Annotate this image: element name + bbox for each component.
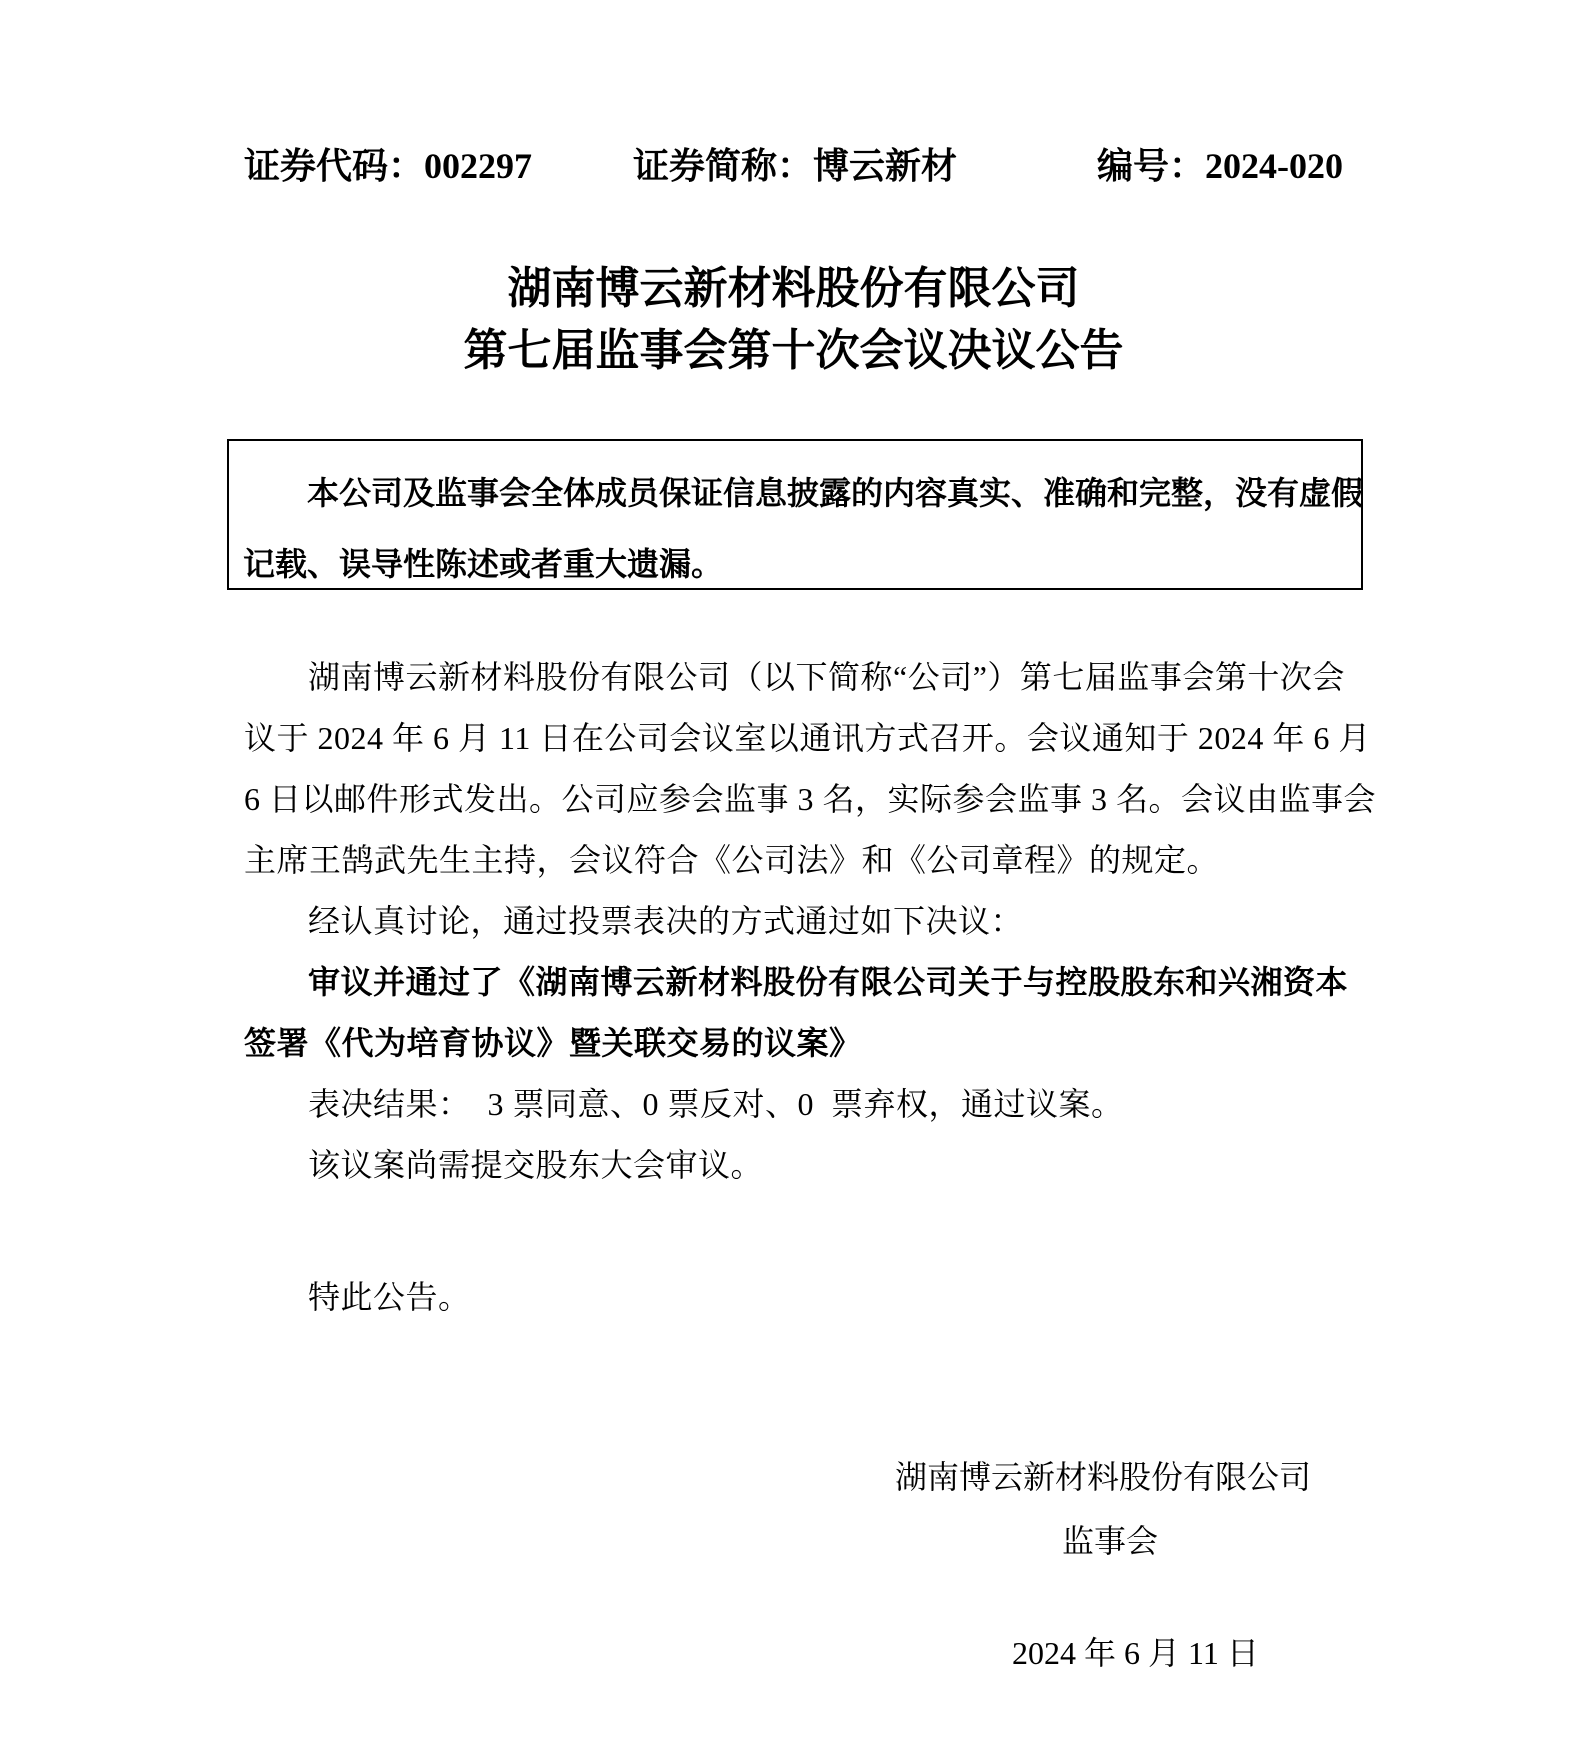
company-name-title: 湖南博云新材料股份有限公司	[507, 264, 1080, 313]
voting-result-line: 表决结果： 3 票同意、0 票反对、0 票弃权，通过议案。	[308, 1086, 1124, 1122]
body-line: 议于 2024 年 6 月 11 日在公司会议室以通讯方式召开。会议通知于 2024 年 6 月	[244, 720, 1371, 756]
body-line: 6 日以邮件形式发出。公司应参会监事 3 名，实际参会监事 3 名。会议由监事会	[244, 781, 1377, 817]
signature-company: 湖南博云新材料股份有限公司	[895, 1459, 1312, 1495]
signature-department: 监事会	[1062, 1523, 1159, 1559]
body-line: 该议案尚需提交股东大会审议。	[308, 1147, 764, 1183]
disclaimer-line: 记载、误导性陈述或者重大遗漏。	[243, 546, 724, 582]
disclaimer-box	[227, 439, 1363, 590]
meeting-resolution-title: 第七届监事会第十次会议决议公告	[463, 326, 1124, 375]
resolution-title-line: 签署《代为培育协议》暨关联交易的议案》	[244, 1025, 862, 1061]
signature-date: 2024 年 6 月 11 日	[1012, 1635, 1259, 1671]
closing-statement: 特此公告。	[308, 1279, 471, 1315]
stock-short-name: 证券简称：博云新材	[633, 146, 958, 186]
body-line: 主席王鹄武先生主持，会议符合《公司法》和《公司章程》的规定。	[244, 842, 1220, 878]
resolution-title-line: 审议并通过了《湖南博云新材料股份有限公司关于与控股股东和兴湘资本	[308, 964, 1349, 1000]
stock-code: 证券代码：002297	[244, 146, 533, 186]
body-line: 湖南博云新材料股份有限公司（以下简称“公司”）第七届监事会第十次会	[308, 659, 1345, 695]
announcement-number: 编号：2024-020	[1097, 146, 1343, 186]
disclaimer-line: 本公司及监事会全体成员保证信息披露的内容真实、准确和完整，没有虚假	[307, 475, 1364, 511]
body-line: 经认真讨论，通过投票表决的方式通过如下决议：	[308, 903, 1024, 939]
